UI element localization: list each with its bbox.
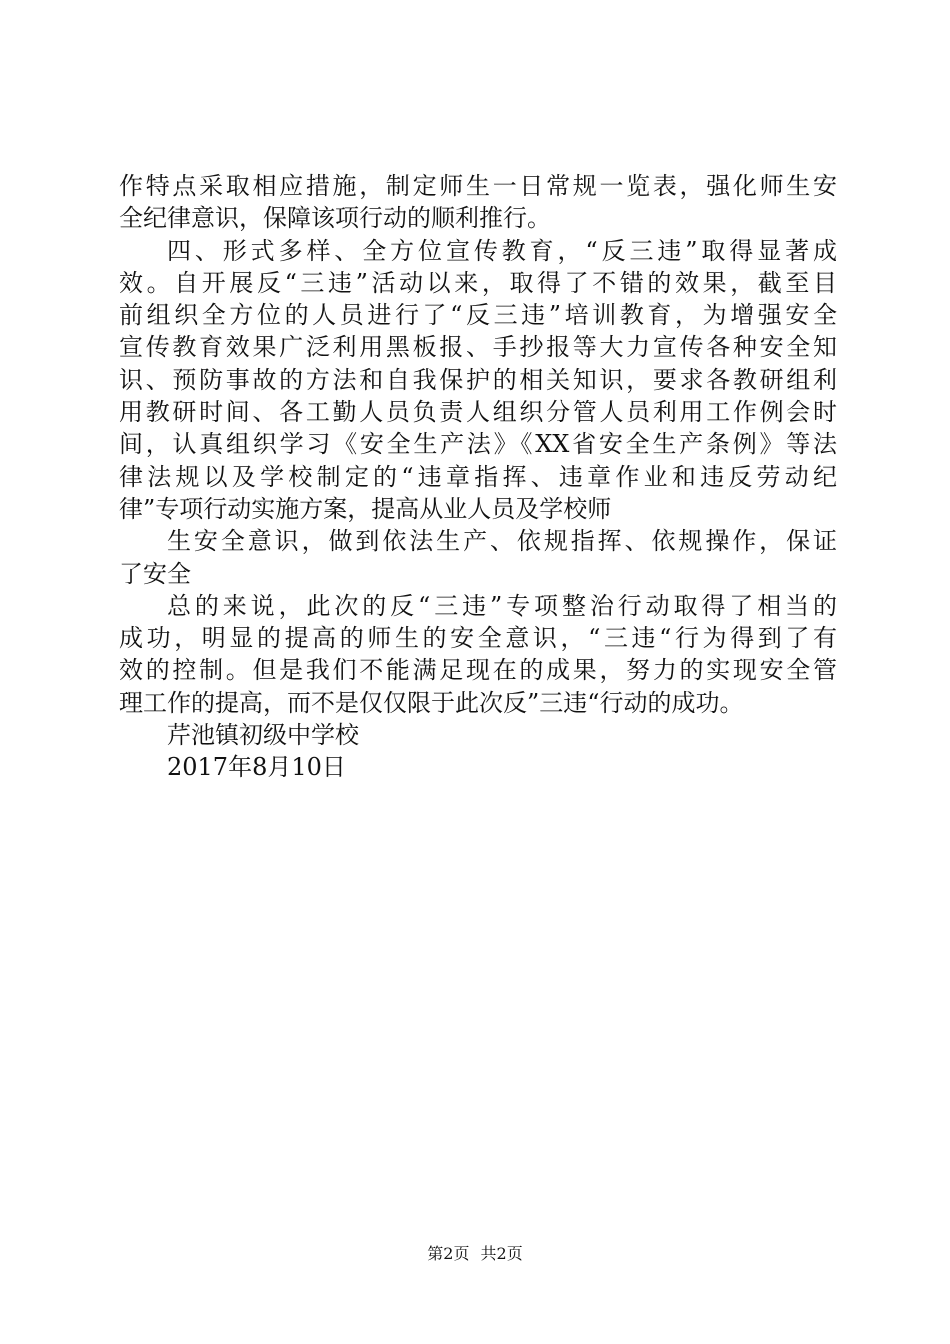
text-line: 全纪律意识，保障该项行动的顺利推行。 bbox=[119, 204, 551, 233]
text-line: 成功，明显的提高的师生的安全意识，“三违“行为得到了有 bbox=[119, 624, 837, 653]
text-line: 用教研时间、各工勤人员负责人组织分管人员利用工作例会时 bbox=[119, 398, 837, 427]
text-line: 效。自开展反“三违”活动以来，取得了不错的效果，截至目 bbox=[119, 268, 837, 297]
text-line: 前组织全方位的人员进行了“反三违”培训教育，为增强安全 bbox=[119, 301, 837, 330]
text-line: 了安全 bbox=[119, 559, 191, 588]
text-line: 作特点采取相应措施，制定师生一日常规一览表，强化师生安 bbox=[119, 172, 837, 200]
text-line: 理工作的提高，而不是仅仅限于此次反”三违“行动的成功。 bbox=[119, 688, 744, 717]
signature-school: 芹池镇初级中学校 bbox=[167, 721, 359, 750]
text-line: 四、形式多样、全方位宣传教育，“反三违”取得显著成 bbox=[167, 236, 837, 265]
text-line: 识、预防事故的方法和自我保护的相关知识，要求各教研组利 bbox=[119, 365, 837, 394]
page-number: 第2页 bbox=[427, 1244, 470, 1263]
document-body bbox=[119, 170, 837, 784]
page-total: 共2页 bbox=[480, 1244, 523, 1263]
text-line: 效的控制。但是我们不能满足现在的成果，努力的实现安全管 bbox=[119, 656, 837, 685]
text-line: 总的来说，此次的反“三违”专项整治行动取得了相当的 bbox=[167, 591, 837, 620]
signature-date: 2017年8月10日 bbox=[167, 753, 346, 782]
text-line: 间，认真组织学习《安全生产法》《XX省安全生产条例》等法 bbox=[119, 430, 837, 459]
text-line: 律法规以及学校制定的“违章指挥、违章作业和违反劳动纪 bbox=[119, 462, 837, 491]
text-line: 生安全意识，做到依法生产、依规指挥、依规操作，保证 bbox=[167, 527, 837, 556]
text-line: 律”专项行动实施方案，提高从业人员及学校师 bbox=[119, 494, 612, 523]
page-footer bbox=[0, 1244, 950, 1264]
text-line: 宣传教育效果广泛利用黑板报、手抄报等大力宣传各种安全知 bbox=[119, 333, 837, 362]
